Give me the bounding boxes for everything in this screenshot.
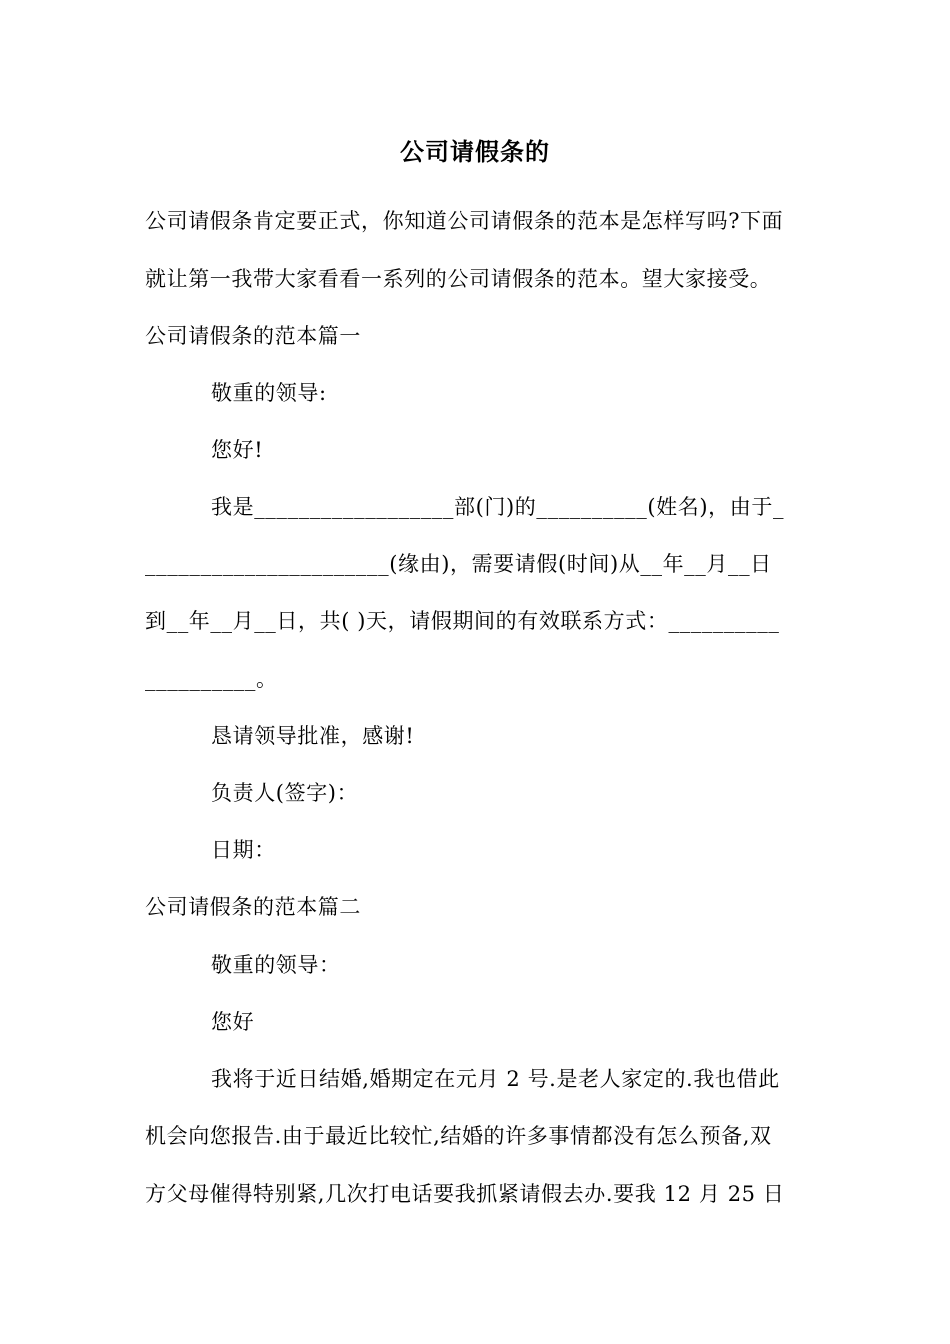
salutation: 敬重的领导: xyxy=(211,381,327,405)
paragraph-line: 方父母催得特别紧,几次打电话要我抓紧请假去办.要我 12 月 25 日 xyxy=(145,1182,785,1206)
paragraph-line: ______________________(缘由)，需要请假(时间)从__年__月__日 xyxy=(145,552,772,576)
date-line: 日期： xyxy=(211,838,276,862)
salutation: 敬重的领导： xyxy=(211,953,341,977)
greeting: 您好 xyxy=(211,1010,255,1034)
paragraph-line: 公司请假条肯定要正式，你知道公司请假条的范本是怎样写吗?下面 xyxy=(145,209,784,233)
section-heading: 公司请假条的范本篇一 xyxy=(145,324,361,348)
paragraph-line: 我是__________________部(门)的__________(姓名)，由于_ xyxy=(211,495,785,519)
signature-line: 负责人(签字)： xyxy=(211,781,359,805)
paragraph-line: 到__年__月__日，共( )天，请假期间的有效联系方式：__________ xyxy=(145,609,780,633)
paragraph-line: 就让第一我带大家看看一系列的公司请假条的范本。望大家接受。 xyxy=(145,267,772,291)
paragraph-line: 我将于近日结婚,婚期定在元月 2 号.是老人家定的.我也借此 xyxy=(211,1067,780,1091)
document-title: 公司请假条的 xyxy=(400,137,550,166)
closing-line: 恳请领导批准，感谢! xyxy=(211,724,415,748)
section-heading: 公司请假条的范本篇二 xyxy=(145,895,361,919)
greeting: 您好! xyxy=(211,438,264,462)
paragraph-line: __________。 xyxy=(145,667,278,691)
paragraph-line: 机会向您报告.由于最近比较忙,结婚的许多事情都没有怎么预备,双 xyxy=(145,1124,772,1148)
